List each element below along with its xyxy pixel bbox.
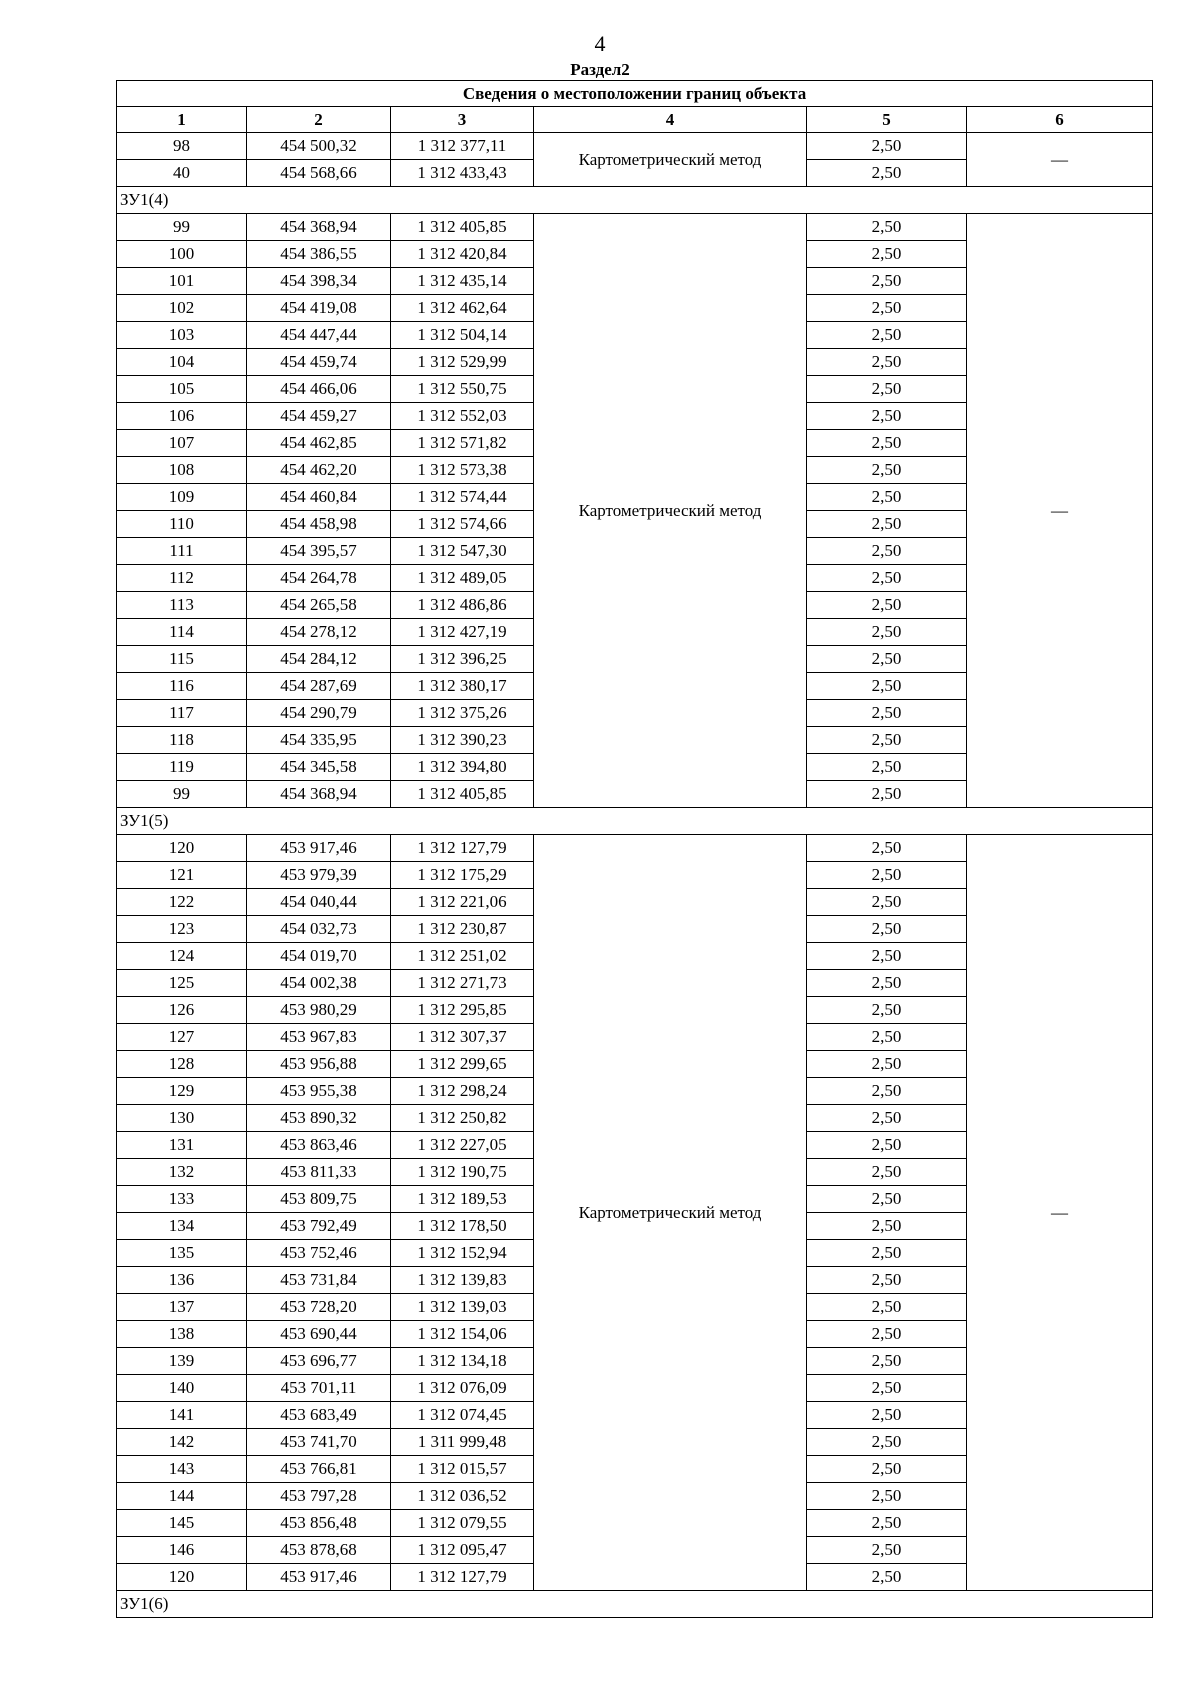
x-coordinate-cell: 453 979,39 — [247, 862, 391, 889]
page-number: 4 — [594, 31, 606, 56]
y-coordinate-cell: 1 312 405,85 — [391, 781, 534, 808]
y-coordinate-cell: 1 312 396,25 — [391, 646, 534, 673]
x-coordinate-cell: 454 335,95 — [247, 727, 391, 754]
precision-cell: 2,50 — [807, 1051, 967, 1078]
precision-cell: 2,50 — [807, 862, 967, 889]
point-number-cell: 143 — [117, 1456, 247, 1483]
point-number-cell: 110 — [117, 511, 247, 538]
point-number-cell: 136 — [117, 1267, 247, 1294]
note-cell: — — [967, 133, 1153, 187]
point-number-cell: 101 — [117, 268, 247, 295]
precision-cell: 2,50 — [807, 1564, 967, 1591]
x-coordinate-cell: 454 284,12 — [247, 646, 391, 673]
point-number-cell: 108 — [117, 457, 247, 484]
x-coordinate-cell: 454 460,84 — [247, 484, 391, 511]
y-coordinate-cell: 1 312 298,24 — [391, 1078, 534, 1105]
method-cell: Картометрический метод — [534, 835, 807, 1591]
table-row — [117, 214, 1153, 241]
y-coordinate-cell: 1 312 307,37 — [391, 1024, 534, 1051]
y-coordinate-cell: 1 312 550,75 — [391, 376, 534, 403]
column-header: 6 — [967, 107, 1153, 133]
precision-cell: 2,50 — [807, 1105, 967, 1132]
precision-cell: 2,50 — [807, 268, 967, 295]
column-header: 4 — [534, 107, 807, 133]
point-number-cell: 146 — [117, 1537, 247, 1564]
precision-cell: 2,50 — [807, 1537, 967, 1564]
x-coordinate-cell: 453 917,46 — [247, 835, 391, 862]
precision-cell: 2,50 — [807, 403, 967, 430]
x-coordinate-cell: 454 398,34 — [247, 268, 391, 295]
y-coordinate-cell: 1 312 127,79 — [391, 835, 534, 862]
precision-cell: 2,50 — [807, 322, 967, 349]
precision-cell: 2,50 — [807, 295, 967, 322]
point-number-cell: 98 — [117, 133, 247, 160]
x-coordinate-cell: 453 701,11 — [247, 1375, 391, 1402]
y-coordinate-cell: 1 312 405,85 — [391, 214, 534, 241]
y-coordinate-cell: 1 312 230,87 — [391, 916, 534, 943]
x-coordinate-cell: 454 568,66 — [247, 160, 391, 187]
point-number-cell: 129 — [117, 1078, 247, 1105]
x-coordinate-cell: 453 878,68 — [247, 1537, 391, 1564]
x-coordinate-cell: 453 728,20 — [247, 1294, 391, 1321]
y-coordinate-cell: 1 312 221,06 — [391, 889, 534, 916]
group-row — [117, 187, 1153, 214]
precision-cell: 2,50 — [807, 1402, 967, 1429]
x-coordinate-cell: 454 264,78 — [247, 565, 391, 592]
y-coordinate-cell: 1 312 190,75 — [391, 1159, 534, 1186]
group-label: ЗУ1(4) — [117, 187, 1153, 214]
precision-cell: 2,50 — [807, 214, 967, 241]
x-coordinate-cell: 454 278,12 — [247, 619, 391, 646]
column-header: 3 — [391, 107, 534, 133]
precision-cell: 2,50 — [807, 160, 967, 187]
x-coordinate-cell: 453 792,49 — [247, 1213, 391, 1240]
precision-cell: 2,50 — [807, 1456, 967, 1483]
precision-cell: 2,50 — [807, 700, 967, 727]
point-number-cell: 113 — [117, 592, 247, 619]
x-coordinate-cell: 454 002,38 — [247, 970, 391, 997]
precision-cell: 2,50 — [807, 1213, 967, 1240]
note-cell: — — [967, 214, 1153, 808]
precision-cell: 2,50 — [807, 1186, 967, 1213]
precision-cell: 2,50 — [807, 835, 967, 862]
precision-cell: 2,50 — [807, 916, 967, 943]
y-coordinate-cell: 1 312 547,30 — [391, 538, 534, 565]
point-number-cell: 112 — [117, 565, 247, 592]
point-number-cell: 106 — [117, 403, 247, 430]
point-number-cell: 116 — [117, 673, 247, 700]
point-number-cell: 137 — [117, 1294, 247, 1321]
point-number-cell: 144 — [117, 1483, 247, 1510]
precision-cell: 2,50 — [807, 1321, 967, 1348]
point-number-cell: 138 — [117, 1321, 247, 1348]
x-coordinate-cell: 453 956,88 — [247, 1051, 391, 1078]
precision-cell: 2,50 — [807, 484, 967, 511]
x-coordinate-cell: 453 683,49 — [247, 1402, 391, 1429]
x-coordinate-cell: 453 797,28 — [247, 1483, 391, 1510]
precision-cell: 2,50 — [807, 1375, 967, 1402]
point-number-cell: 124 — [117, 943, 247, 970]
point-number-cell: 111 — [117, 538, 247, 565]
y-coordinate-cell: 1 312 154,06 — [391, 1321, 534, 1348]
point-number-cell: 105 — [117, 376, 247, 403]
boundary-coordinates-table — [116, 80, 1153, 1618]
point-number-cell: 102 — [117, 295, 247, 322]
y-coordinate-cell: 1 312 486,86 — [391, 592, 534, 619]
point-number-cell: 103 — [117, 322, 247, 349]
precision-cell: 2,50 — [807, 1483, 967, 1510]
y-coordinate-cell: 1 312 295,85 — [391, 997, 534, 1024]
point-number-cell: 119 — [117, 754, 247, 781]
x-coordinate-cell: 453 863,46 — [247, 1132, 391, 1159]
precision-cell: 2,50 — [807, 997, 967, 1024]
y-coordinate-cell: 1 311 999,48 — [391, 1429, 534, 1456]
x-coordinate-cell: 454 500,32 — [247, 133, 391, 160]
table-row — [117, 835, 1153, 862]
point-number-cell: 120 — [117, 835, 247, 862]
method-cell: Картометрический метод — [534, 214, 807, 808]
x-coordinate-cell: 453 811,33 — [247, 1159, 391, 1186]
y-coordinate-cell: 1 312 251,02 — [391, 943, 534, 970]
precision-cell: 2,50 — [807, 349, 967, 376]
precision-cell: 2,50 — [807, 1159, 967, 1186]
x-coordinate-cell: 453 967,83 — [247, 1024, 391, 1051]
point-number-cell: 135 — [117, 1240, 247, 1267]
x-coordinate-cell: 454 458,98 — [247, 511, 391, 538]
column-header: 2 — [247, 107, 391, 133]
precision-cell: 2,50 — [807, 538, 967, 565]
precision-cell: 2,50 — [807, 430, 967, 457]
point-number-cell: 123 — [117, 916, 247, 943]
point-number-cell: 126 — [117, 997, 247, 1024]
y-coordinate-cell: 1 312 271,73 — [391, 970, 534, 997]
precision-cell: 2,50 — [807, 457, 967, 484]
y-coordinate-cell: 1 312 139,83 — [391, 1267, 534, 1294]
precision-cell: 2,50 — [807, 133, 967, 160]
note-cell: — — [967, 835, 1153, 1591]
point-number-cell: 142 — [117, 1429, 247, 1456]
group-label: ЗУ1(6) — [117, 1591, 1153, 1618]
precision-cell: 2,50 — [807, 1240, 967, 1267]
y-coordinate-cell: 1 312 189,53 — [391, 1186, 534, 1213]
point-number-cell: 122 — [117, 889, 247, 916]
precision-cell: 2,50 — [807, 376, 967, 403]
y-coordinate-cell: 1 312 134,18 — [391, 1348, 534, 1375]
y-coordinate-cell: 1 312 079,55 — [391, 1510, 534, 1537]
y-coordinate-cell: 1 312 462,64 — [391, 295, 534, 322]
point-number-cell: 128 — [117, 1051, 247, 1078]
y-coordinate-cell: 1 312 573,38 — [391, 457, 534, 484]
point-number-cell: 131 — [117, 1132, 247, 1159]
point-number-cell: 99 — [117, 781, 247, 808]
point-number-cell: 140 — [117, 1375, 247, 1402]
point-number-cell: 133 — [117, 1186, 247, 1213]
x-coordinate-cell: 454 040,44 — [247, 889, 391, 916]
x-coordinate-cell: 454 032,73 — [247, 916, 391, 943]
y-coordinate-cell: 1 312 571,82 — [391, 430, 534, 457]
point-number-cell: 134 — [117, 1213, 247, 1240]
point-number-cell: 130 — [117, 1105, 247, 1132]
y-coordinate-cell: 1 312 394,80 — [391, 754, 534, 781]
column-header: 1 — [117, 107, 247, 133]
point-number-cell: 120 — [117, 1564, 247, 1591]
x-coordinate-cell: 454 466,06 — [247, 376, 391, 403]
precision-cell: 2,50 — [807, 673, 967, 700]
x-coordinate-cell: 453 980,29 — [247, 997, 391, 1024]
y-coordinate-cell: 1 312 152,94 — [391, 1240, 534, 1267]
x-coordinate-cell: 454 462,20 — [247, 457, 391, 484]
x-coordinate-cell: 454 290,79 — [247, 700, 391, 727]
y-coordinate-cell: 1 312 036,52 — [391, 1483, 534, 1510]
precision-cell: 2,50 — [807, 1024, 967, 1051]
point-number-cell: 109 — [117, 484, 247, 511]
group-label: ЗУ1(5) — [117, 808, 1153, 835]
point-number-cell: 145 — [117, 1510, 247, 1537]
point-number-cell: 117 — [117, 700, 247, 727]
x-coordinate-cell: 453 752,46 — [247, 1240, 391, 1267]
y-coordinate-cell: 1 312 175,29 — [391, 862, 534, 889]
column-header: 5 — [807, 107, 967, 133]
y-coordinate-cell: 1 312 015,57 — [391, 1456, 534, 1483]
group-row — [117, 808, 1153, 835]
y-coordinate-cell: 1 312 574,44 — [391, 484, 534, 511]
x-coordinate-cell: 453 890,32 — [247, 1105, 391, 1132]
precision-cell: 2,50 — [807, 565, 967, 592]
y-coordinate-cell: 1 312 375,26 — [391, 700, 534, 727]
x-coordinate-cell: 453 741,70 — [247, 1429, 391, 1456]
x-coordinate-cell: 453 856,48 — [247, 1510, 391, 1537]
section-title: Раздел2 — [570, 60, 630, 79]
x-coordinate-cell: 454 459,74 — [247, 349, 391, 376]
precision-cell: 2,50 — [807, 754, 967, 781]
x-coordinate-cell: 453 917,46 — [247, 1564, 391, 1591]
y-coordinate-cell: 1 312 390,23 — [391, 727, 534, 754]
x-coordinate-cell: 454 287,69 — [247, 673, 391, 700]
table-body — [117, 133, 1153, 1618]
precision-cell: 2,50 — [807, 241, 967, 268]
precision-cell: 2,50 — [807, 1294, 967, 1321]
x-coordinate-cell: 454 462,85 — [247, 430, 391, 457]
y-coordinate-cell: 1 312 435,14 — [391, 268, 534, 295]
precision-cell: 2,50 — [807, 970, 967, 997]
y-coordinate-cell: 1 312 380,17 — [391, 673, 534, 700]
precision-cell: 2,50 — [807, 646, 967, 673]
x-coordinate-cell: 454 368,94 — [247, 214, 391, 241]
point-number-cell: 139 — [117, 1348, 247, 1375]
x-coordinate-cell: 453 955,38 — [247, 1078, 391, 1105]
point-number-cell: 115 — [117, 646, 247, 673]
x-coordinate-cell: 454 395,57 — [247, 538, 391, 565]
precision-cell: 2,50 — [807, 1348, 967, 1375]
y-coordinate-cell: 1 312 433,43 — [391, 160, 534, 187]
precision-cell: 2,50 — [807, 1510, 967, 1537]
precision-cell: 2,50 — [807, 1078, 967, 1105]
x-coordinate-cell: 454 447,44 — [247, 322, 391, 349]
x-coordinate-cell: 453 696,77 — [247, 1348, 391, 1375]
point-number-cell: 107 — [117, 430, 247, 457]
precision-cell: 2,50 — [807, 781, 967, 808]
x-coordinate-cell: 453 766,81 — [247, 1456, 391, 1483]
y-coordinate-cell: 1 312 139,03 — [391, 1294, 534, 1321]
precision-cell: 2,50 — [807, 943, 967, 970]
column-number-row — [117, 107, 1153, 133]
x-coordinate-cell: 454 368,94 — [247, 781, 391, 808]
y-coordinate-cell: 1 312 552,03 — [391, 403, 534, 430]
precision-cell: 2,50 — [807, 619, 967, 646]
y-coordinate-cell: 1 312 420,84 — [391, 241, 534, 268]
y-coordinate-cell: 1 312 076,09 — [391, 1375, 534, 1402]
precision-cell: 2,50 — [807, 889, 967, 916]
y-coordinate-cell: 1 312 427,19 — [391, 619, 534, 646]
point-number-cell: 114 — [117, 619, 247, 646]
point-number-cell: 125 — [117, 970, 247, 997]
y-coordinate-cell: 1 312 178,50 — [391, 1213, 534, 1240]
table-row — [117, 133, 1153, 160]
x-coordinate-cell: 454 459,27 — [247, 403, 391, 430]
point-number-cell: 104 — [117, 349, 247, 376]
precision-cell: 2,50 — [807, 511, 967, 538]
precision-cell: 2,50 — [807, 727, 967, 754]
x-coordinate-cell: 454 265,58 — [247, 592, 391, 619]
point-number-cell: 118 — [117, 727, 247, 754]
point-number-cell: 121 — [117, 862, 247, 889]
x-coordinate-cell: 453 731,84 — [247, 1267, 391, 1294]
y-coordinate-cell: 1 312 250,82 — [391, 1105, 534, 1132]
table-caption: Сведения о местоположении границ объекта — [117, 81, 1153, 107]
x-coordinate-cell: 454 386,55 — [247, 241, 391, 268]
point-number-cell: 100 — [117, 241, 247, 268]
method-cell: Картометрический метод — [534, 133, 807, 187]
y-coordinate-cell: 1 312 227,05 — [391, 1132, 534, 1159]
y-coordinate-cell: 1 312 377,11 — [391, 133, 534, 160]
group-row — [117, 1591, 1153, 1618]
precision-cell: 2,50 — [807, 1429, 967, 1456]
point-number-cell: 132 — [117, 1159, 247, 1186]
y-coordinate-cell: 1 312 095,47 — [391, 1537, 534, 1564]
x-coordinate-cell: 453 690,44 — [247, 1321, 391, 1348]
y-coordinate-cell: 1 312 299,65 — [391, 1051, 534, 1078]
y-coordinate-cell: 1 312 529,99 — [391, 349, 534, 376]
precision-cell: 2,50 — [807, 1267, 967, 1294]
point-number-cell: 141 — [117, 1402, 247, 1429]
x-coordinate-cell: 453 809,75 — [247, 1186, 391, 1213]
y-coordinate-cell: 1 312 127,79 — [391, 1564, 534, 1591]
x-coordinate-cell: 454 345,58 — [247, 754, 391, 781]
precision-cell: 2,50 — [807, 1132, 967, 1159]
y-coordinate-cell: 1 312 574,66 — [391, 511, 534, 538]
y-coordinate-cell: 1 312 489,05 — [391, 565, 534, 592]
y-coordinate-cell: 1 312 504,14 — [391, 322, 534, 349]
point-number-cell: 127 — [117, 1024, 247, 1051]
x-coordinate-cell: 454 419,08 — [247, 295, 391, 322]
y-coordinate-cell: 1 312 074,45 — [391, 1402, 534, 1429]
point-number-cell: 40 — [117, 160, 247, 187]
point-number-cell: 99 — [117, 214, 247, 241]
x-coordinate-cell: 454 019,70 — [247, 943, 391, 970]
precision-cell: 2,50 — [807, 592, 967, 619]
